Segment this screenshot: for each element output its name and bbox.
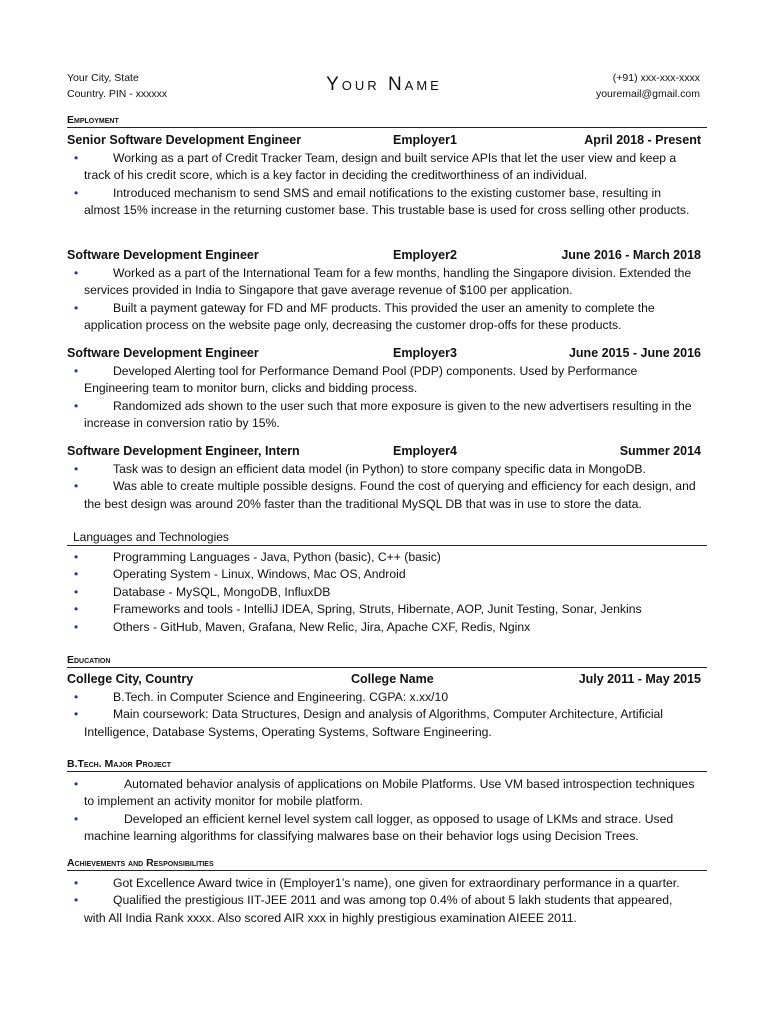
bullet-icon: • [74,893,79,908]
bullet-item: • Built a payment gateway for FD and MF products. This provided the user an amenity to complete the application process on the website page only, decreasing the customer drop-offs for these products. [74,300,655,333]
bullet-item: • Introduced mechanism to send SMS and email notifications to the existing customer base, resulting in almost 15% increase in the returning customer base. This trustable base is used for cross selling other products. [74,185,690,218]
list-item: • Programming Languages - Java, Python (basic), C++ (basic) [67,549,697,566]
achievement-bullets [67,875,697,927]
education-dates: July 2011 - May 2015 [578,672,701,686]
job-dates: June 2015 - June 2016 [568,346,701,360]
bullet-icon: • [74,777,79,791]
contact-block [596,70,700,102]
bullet-item: • Worked as a part of the International Team for a few months, handling the Singapore division. Extended the services provided in India to Singapore that gave average revenue of $100 per application. [74,266,692,298]
bullet-icon: • [74,151,79,165]
bullet-icon: • [74,462,79,476]
phone-number: (+91) xxx-xxx-xxxx [612,72,700,84]
bullet-icon: • [74,602,79,617]
job-header [67,444,707,460]
list-item: • Frameworks and tools - IntelliJ IDEA, Spring, Struts, Hibernate, AOP, Junit Testing, Sonar, Jenkins [67,601,697,618]
bullet-icon: • [74,185,79,200]
college-location: College City, Country [67,672,194,686]
job-dates: April 2018 - Present [584,133,701,147]
bullet-icon: • [74,707,79,722]
bullet-item: • Automated behavior analysis of applications on Mobile Platforms. Use VM based introspection techniques to implement an activity monitor for mobile platform. [74,777,695,809]
bullet-item: • Main coursework: Data Structures, Design and analysis of Algorithms, Computer Architecture, Artificial Intelligence, Database Systems, Operating Systems, Software Engineering. [74,707,664,739]
bullet-item: • B.Tech. in Computer Science and Engineering. CGPA: x.xx/10 [67,689,697,706]
bullet-icon: • [74,266,79,280]
bullet-item: • Randomized ads shown to the user such that more exposure is given to the new advertisers resulting in the increase in conversion ratio by 15%. [74,398,692,431]
bullet-item: • Got Excellence Award twice in (Employer1’s name), one given for extraordinary performance in a quarter. [67,875,697,892]
job-header [67,133,707,149]
bullet-item: • Developed an efficient kernel level system call logger, as opposed to usage of LKMs and strace. Used machine learning algorithms for classifying malwares base on their behavior logs using Decision Trees. [74,811,674,844]
education-header [67,672,707,688]
section-heading-languages: Languages and Technologies [67,530,707,546]
bullet-icon: • [74,619,79,634]
employer-name: Employer2 [393,248,457,262]
job-title: Software Development Engineer, Intern [67,444,300,458]
country-pin: Country. PIN - xxxxxx [67,88,168,100]
employer-name: Employer4 [393,444,457,458]
section-heading-education: Education [67,654,707,668]
bullet-item: • Task was to design an efficient data model (in Python) to store company specific data in MongoDB. [67,461,697,478]
bullet-icon: • [74,550,79,564]
list-item: • Others - GitHub, Maven, Grafana, New Relic, Jira, Apache CXF, Redis, Nginx [67,619,697,636]
languages-list [67,549,697,636]
job-dates: Summer 2014 [619,444,701,458]
job-title: Software Development Engineer [67,346,259,360]
bullet-icon: • [74,398,79,413]
job-header [67,248,707,264]
city-state: Your City, State [67,72,139,84]
education-bullets [67,689,697,741]
section-heading-employment: Employment [67,114,707,128]
bullet-item: • Working as a part of Credit Tracker Team, design and built service APIs that let the user view and keep a track of his credit score, which is a key factor in deciding the creditworthiness of an individual. [74,151,677,183]
bullet-item: • Was able to create multiple possible designs. Found the cost of querying and efficiency for each design, and the best design was around 20% faster than the traditional MySQL DB that was in use to store the data. [74,479,696,511]
list-item: • Operating System - Linux, Windows, Mac OS, Android [67,566,697,583]
job-title: Software Development Engineer [67,248,259,262]
job-title: Senior Software Development Engineer [67,133,302,147]
list-item: • Database - MySQL, MongoDB, InfluxDB [67,584,697,601]
section-heading-project: B.Tech. Major Project [67,758,707,772]
bullet-item: • Qualified the prestigious IIT-JEE 2011 and was among top 0.4% of about 5 lakh students that appeared, with All India Rank xxxx. Also scored AIR xxx in highly prestigious examination AIEEE 2011. [74,893,673,925]
employer-name: Employer1 [393,133,457,147]
employer-name: Employer3 [393,346,457,360]
bullet-icon: • [74,811,79,826]
section-heading-achievements: Achievements and Responsibilities [67,857,707,871]
bullet-icon: • [74,300,79,315]
project-bullets [67,776,697,846]
bullet-item: • Developed Alerting tool for Performance Demand Pool (PDP) components. Used by Performance Engineering team to monitor burn, clicks and bidding process. [74,364,638,396]
bullet-icon: • [74,584,79,599]
bullet-icon: • [74,567,79,582]
job-dates: June 2016 - March 2018 [561,248,701,262]
job-bullets [67,363,697,433]
job-bullets [67,461,697,513]
bullet-icon: • [74,479,79,494]
bullet-icon: • [74,876,79,890]
college-name: College Name [351,672,434,686]
bullet-icon: • [74,364,79,378]
job-bullets [67,150,697,220]
job-header [67,346,707,362]
full-name: Your Name [326,74,442,95]
email-address[interactable]: youremail@gmail.com [595,88,700,100]
job-bullets [67,265,697,335]
bullet-icon: • [74,690,79,704]
